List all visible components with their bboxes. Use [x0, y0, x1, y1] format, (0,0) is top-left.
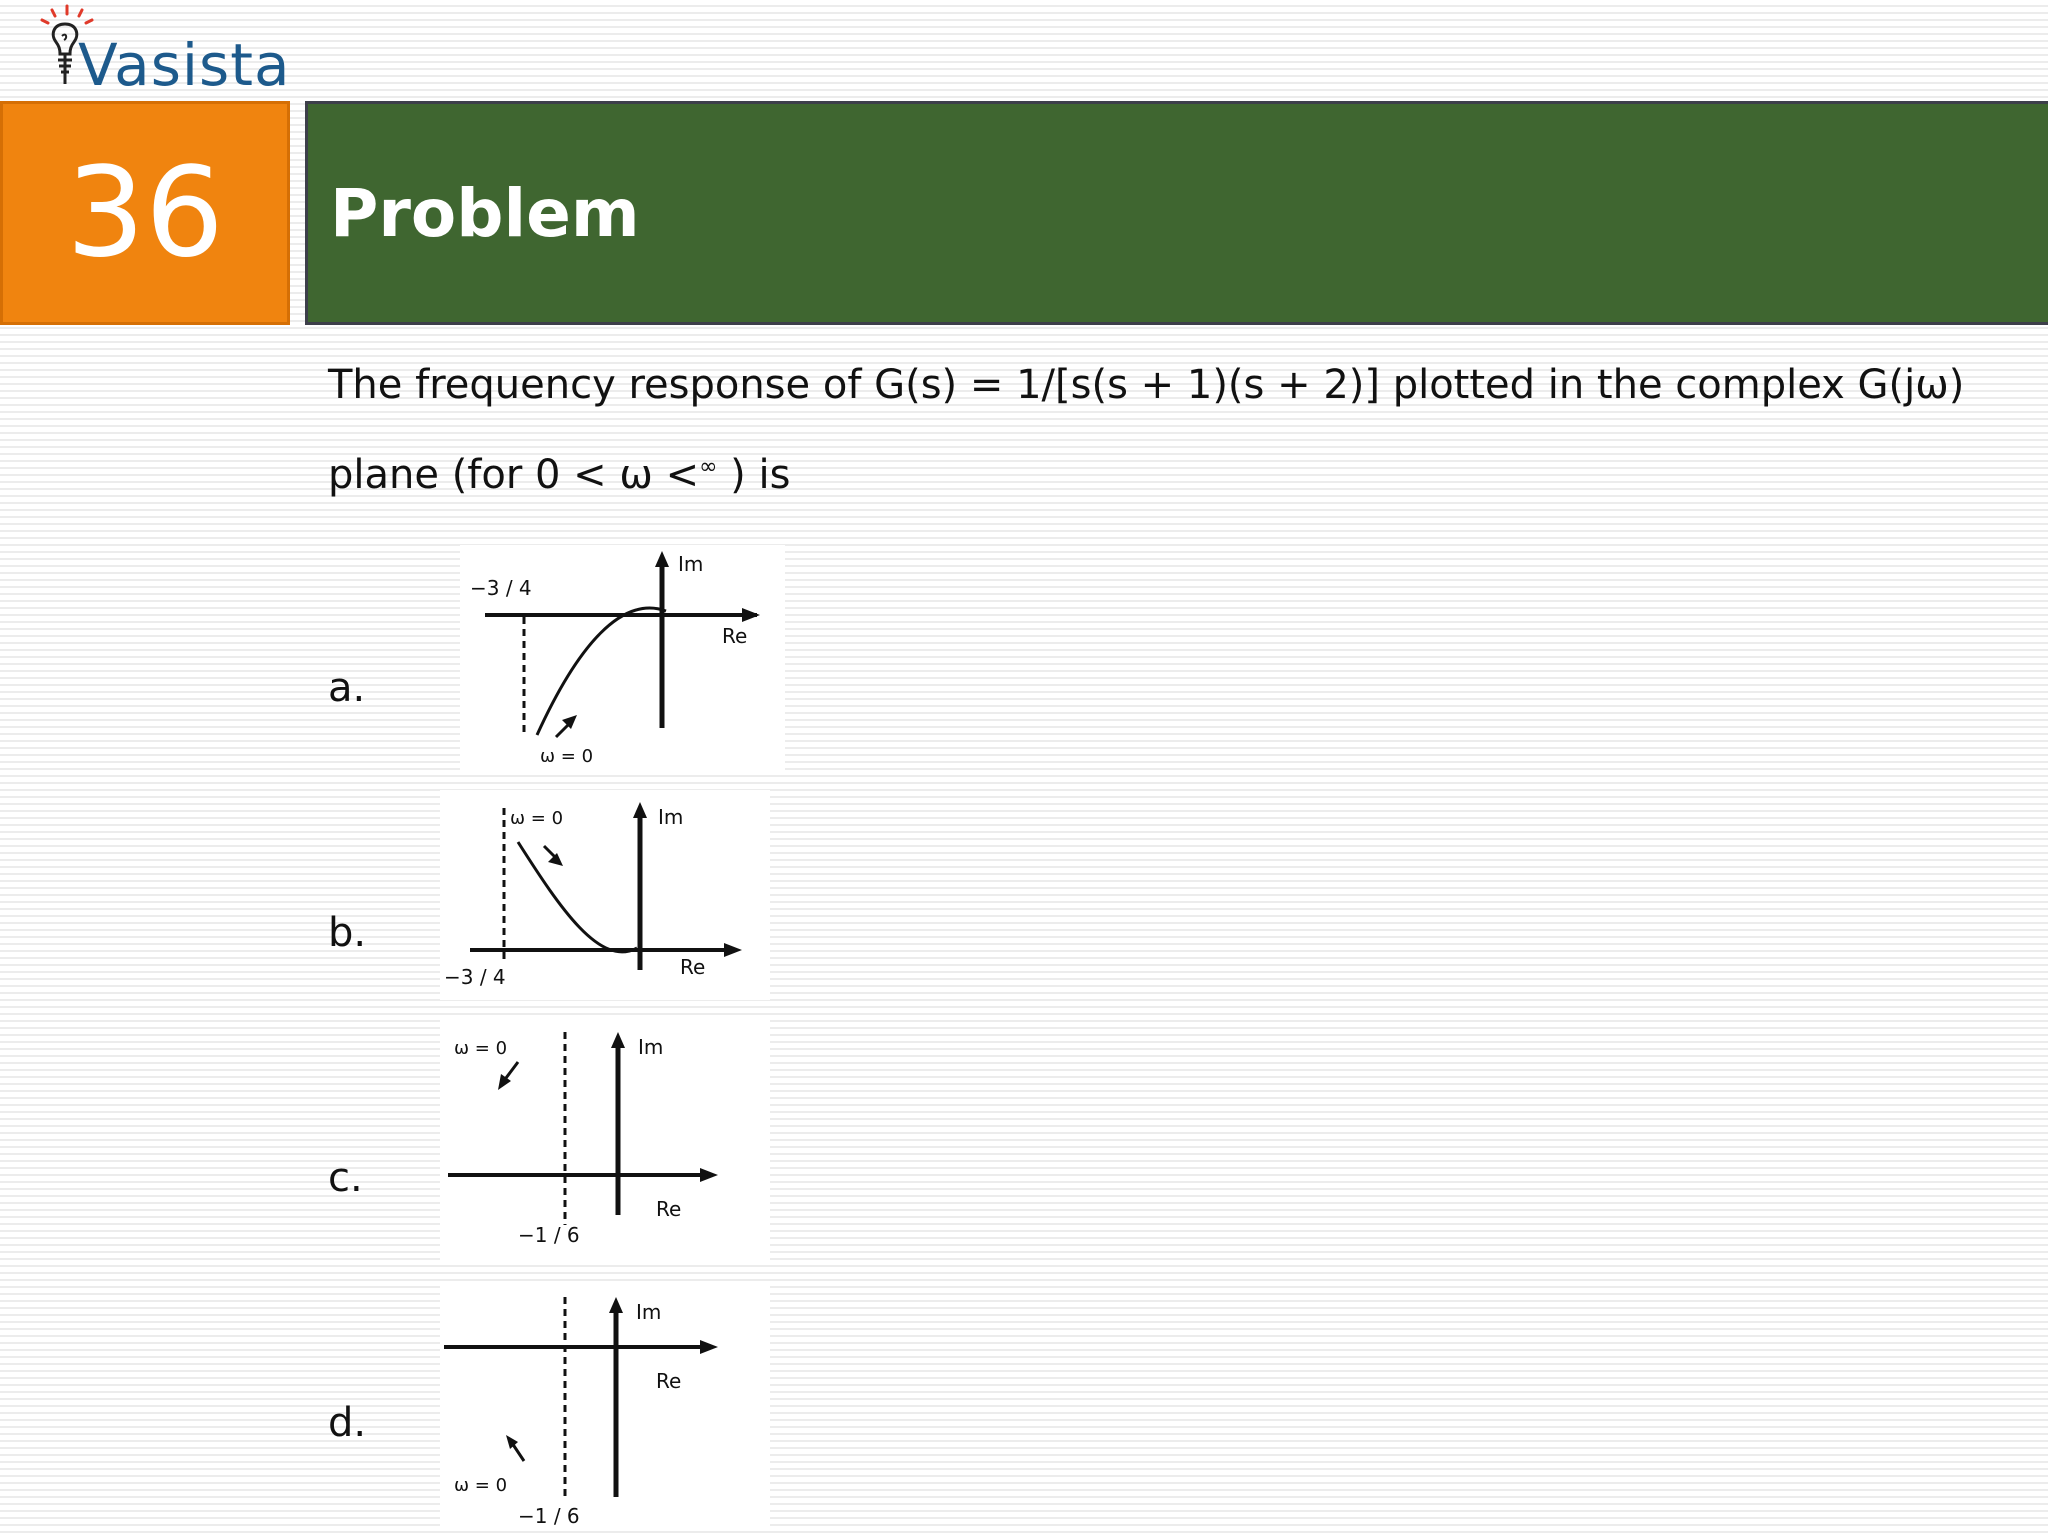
question-line-1: The frequency response of G(s) = 1/[s(s + 1)(s + 2)] plotted in the complex G(jω) [328, 362, 1965, 408]
re-axis-label: Re [680, 955, 706, 979]
logo-text: Vasista [78, 31, 291, 99]
asymptote-label: −3 / 4 [470, 576, 532, 600]
re-axis-label: Re [722, 624, 748, 648]
im-axis-label: Im [638, 1035, 664, 1059]
option-b-label[interactable]: b. [328, 910, 367, 956]
asymptote-label: −1 / 6 [518, 1223, 580, 1247]
option-c-label[interactable]: c. [328, 1155, 363, 1201]
re-axis-label: Re [656, 1369, 682, 1393]
question-line-2 [328, 452, 790, 498]
option-a-label[interactable]: a. [328, 665, 366, 711]
option-b-plot[interactable] [440, 790, 770, 1000]
question-text-end: ) is [717, 452, 791, 498]
question-text: plane (for 0 < ω < [328, 452, 700, 498]
omega-label: ω = 0 [454, 1475, 508, 1496]
slide-number-box [0, 101, 290, 325]
slide-number: 36 [66, 141, 224, 285]
omega-label: ω = 0 [510, 808, 564, 829]
option-d-plot[interactable] [440, 1285, 770, 1530]
option-d-label[interactable]: d. [328, 1400, 367, 1446]
im-axis-label: Im [678, 552, 704, 576]
asymptote-label: −3 / 4 [444, 965, 506, 989]
omega-label: ω = 0 [540, 746, 594, 767]
omega-label: ω = 0 [454, 1038, 508, 1059]
im-axis-label: Im [658, 805, 684, 829]
option-a-plot[interactable] [460, 545, 785, 770]
infinity-symbol: ∞ [699, 454, 718, 480]
asymptote-label: −1 / 6 [518, 1504, 580, 1528]
re-axis-label: Re [656, 1197, 682, 1221]
vasista-logo [22, 4, 292, 99]
slide-title: Problem [330, 174, 640, 252]
title-bar [305, 101, 2048, 325]
option-c-plot[interactable] [440, 1020, 770, 1260]
im-axis-label: Im [636, 1300, 662, 1324]
